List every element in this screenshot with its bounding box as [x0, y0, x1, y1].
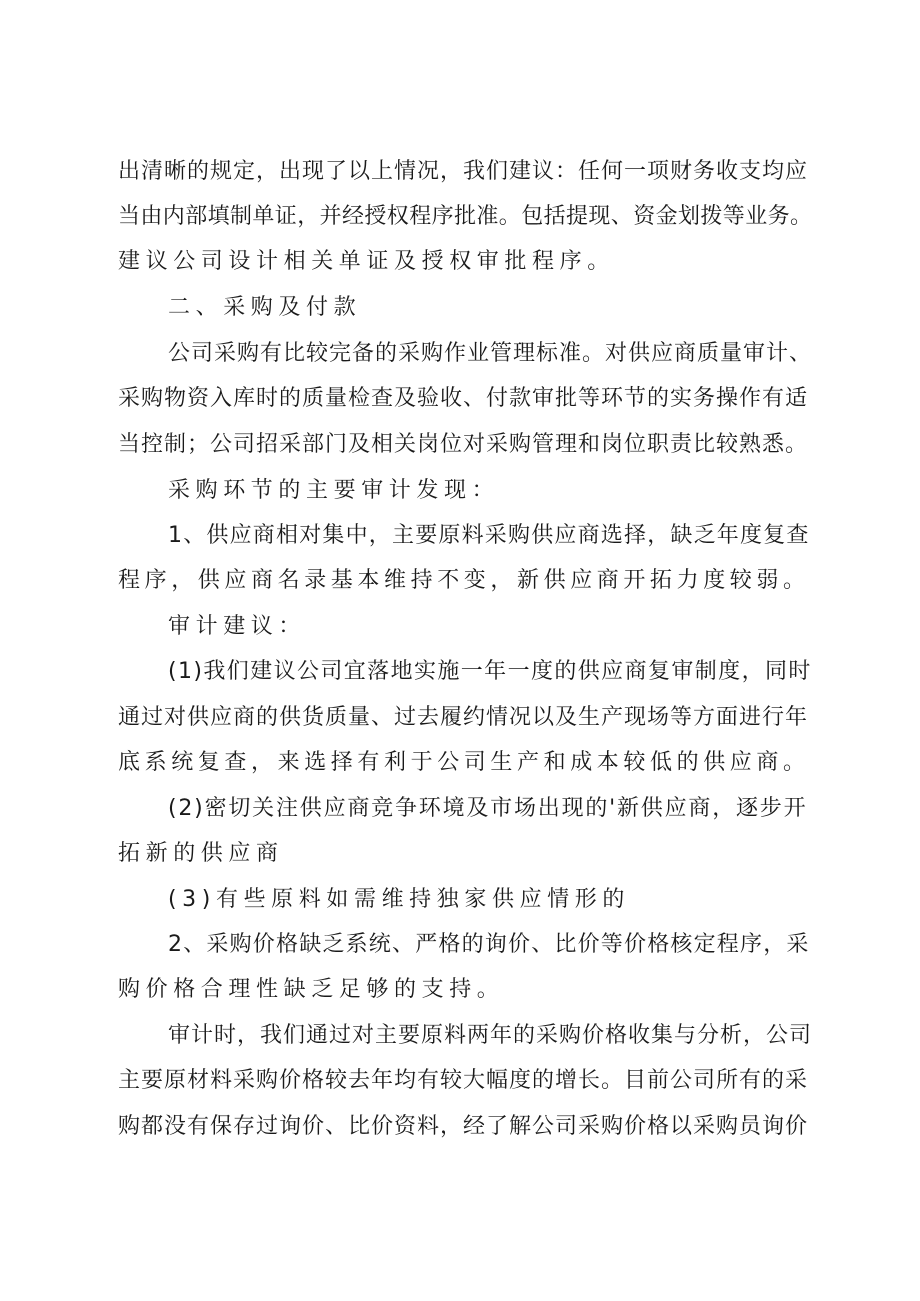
paragraph-line: 审计时，我们通过对主要原料两年的采购价格收集与分析，公司 [168, 1023, 813, 1048]
paragraph-line: 主要原材料采购价格较去年均有较大幅度的增长。目前公司所有的采 [118, 1068, 809, 1093]
paragraph-line: 公司采购有比较完备的采购作业管理标准。对供应商质量审计、 [168, 341, 813, 366]
paragraph-line: 采购物资入库时的质量检查及验收、付款审批等环节的实务操作有适 [118, 386, 809, 411]
paragraph-line: 购价格合理性缺乏足够的支持。 [118, 977, 505, 1002]
paragraph-line: 通过对供应商的供货质量、过去履约情况以及生产现场等方面进行年 [118, 705, 809, 730]
paragraph-line: 1、供应商相对集中，主要原料采购供应商选择，缺乏年度复查 [168, 523, 810, 548]
subheading: 采购环节的主要审计发现： [168, 478, 500, 503]
paragraph-line: 购都没有保存过询价、比价资料，经了解公司采购价格以采购员询价 [118, 1114, 809, 1139]
paragraph-line: (1)我们建议公司宜落地实施一年一度的供应商复审制度，同时 [168, 659, 812, 684]
paragraph-line: 建议公司设计相关单证及授权审批程序。 [118, 249, 615, 274]
paragraph-line: 当由内部填制单证，并经授权程序批准。包括提现、资金划拨等业务。 [118, 204, 813, 229]
subheading: 审计建议： [168, 614, 307, 639]
paragraph-line: (2)密切关注供应商竞争环境及市场出现的'新供应商，逐步开 [168, 796, 808, 821]
paragraph-line: 2、采购价格缺乏系统、严格的询价、比价等价格核定程序，采 [168, 932, 810, 957]
section-heading: 二、采购及付款 [168, 295, 362, 320]
paragraph-line: 程序，供应商名录基本维持不变，新供应商开拓力度较弱。 [118, 568, 810, 593]
paragraph-line: 当控制；公司招采部门及相关岗位对采购管理和岗位职责比较熟悉。 [118, 432, 809, 457]
paragraph-line: 底系统复查，来选择有利于公司生产和成本较低的供应商。 [118, 750, 810, 775]
paragraph-line: 出清晰的规定，出现了以上情况，我们建议：任何一项财务收支均应 [118, 159, 809, 184]
paragraph-line: 拓新的供应商 [118, 841, 284, 866]
paragraph-line: (3)有些原料如需维持独家供应情形的 [168, 887, 630, 912]
